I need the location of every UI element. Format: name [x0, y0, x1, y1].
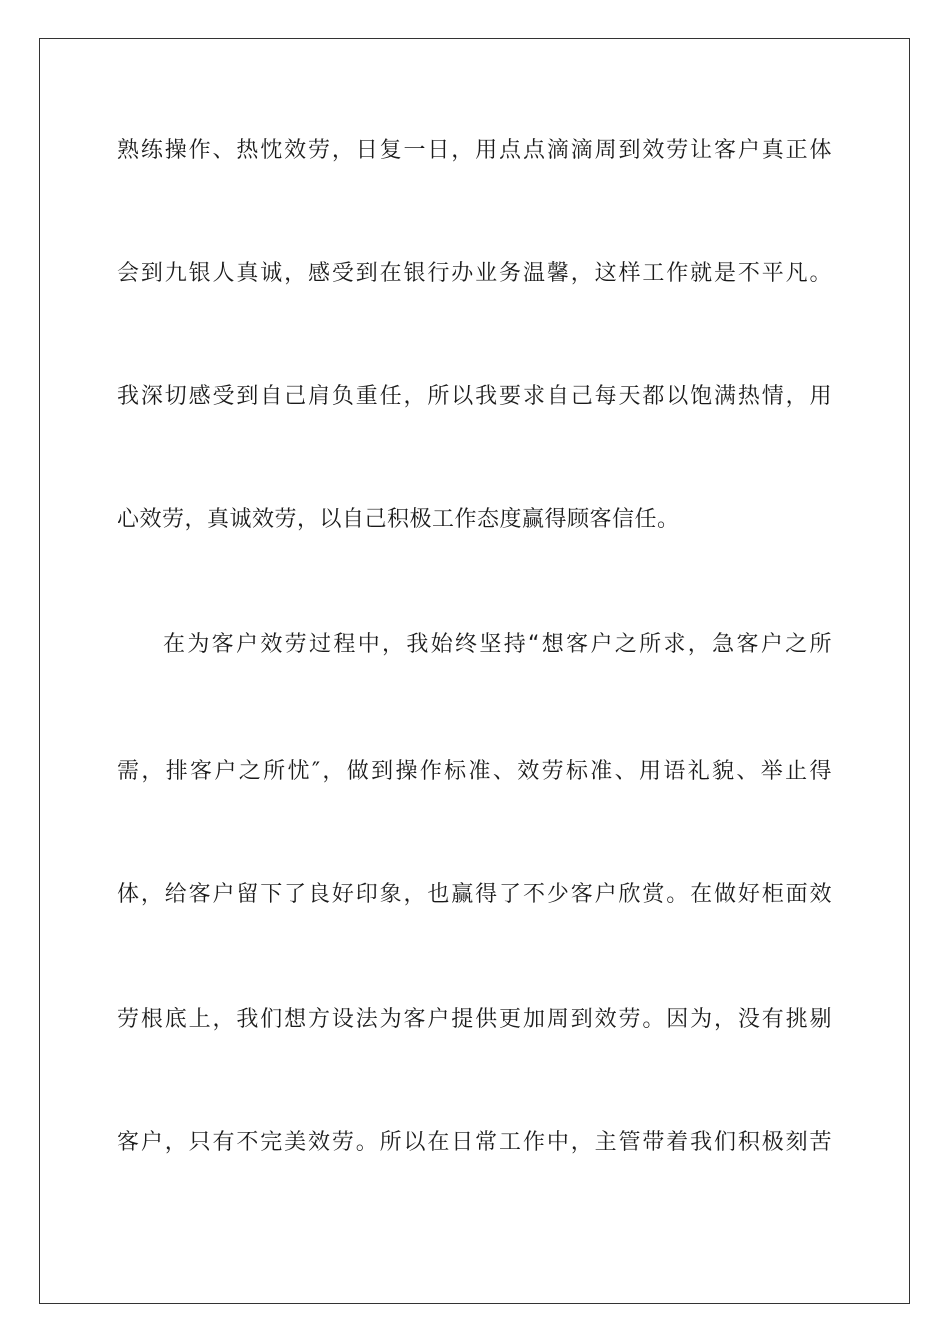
page-border — [39, 38, 910, 1304]
text-line-5: 在为客户效劳过程中，我始终坚持“想客户之所求，急客户之所 — [163, 632, 832, 657]
text-line-8: 劳根底上，我们想方设法为客户提供更加周到效劳。因为，没有挑剔 — [117, 1007, 832, 1032]
text-line-7: 体，给客户留下了良好印象，也赢得了不少客户欣赏。在做好柜面效 — [117, 882, 832, 907]
text-line-2: 会到九银人真诚，感受到在银行办业务温馨，这样工作就是不平凡。 — [117, 261, 832, 286]
text-line-3: 我深切感受到自己肩负重任，所以我要求自己每天都以饱满热情，用 — [117, 384, 832, 409]
text-line-4: 心效劳，真诚效劳，以自己积极工作态度赢得顾客信任。 — [117, 507, 680, 532]
text-line-9: 客户，只有不完美效劳。所以在日常工作中，主管带着我们积极刻苦 — [117, 1130, 832, 1155]
text-line-6: 需，排客户之所忧″，做到操作标准、效劳标准、用语礼貌、举止得 — [117, 759, 832, 784]
text-line-1: 熟练操作、热忱效劳，日复一日，用点点滴滴周到效劳让客户真正体 — [117, 138, 832, 163]
